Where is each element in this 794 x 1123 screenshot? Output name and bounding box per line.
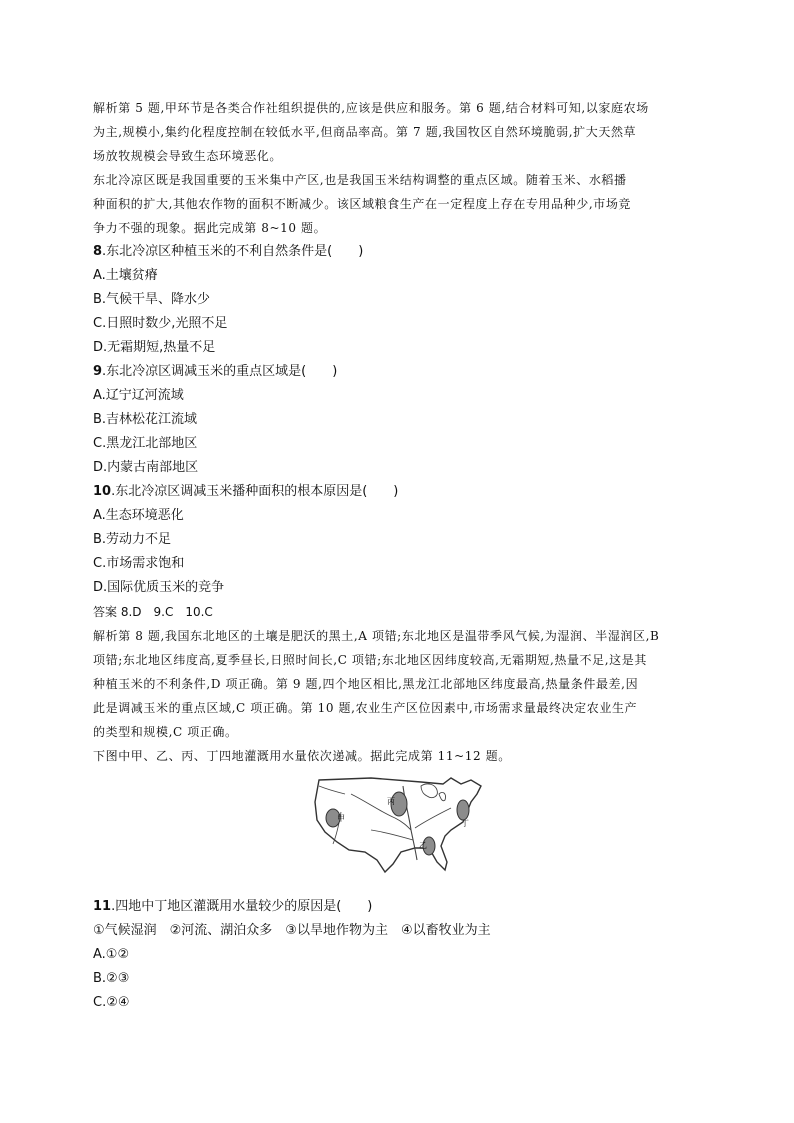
option-d: D.无霜期短,热量不足 (93, 340, 216, 355)
question-stem (93, 895, 705, 919)
option-c: C.②④ (93, 995, 130, 1010)
material-intro-8-10 (93, 168, 705, 240)
option-d: D.内蒙古南部地区 (93, 460, 199, 475)
text-line: 东北冷凉区既是我国重要的玉米集中产区,也是我国玉米结构调整的重点区域。随着玉米、水稻播 (93, 173, 627, 187)
question-number: 8 (93, 244, 103, 259)
label-jia: 甲 (337, 814, 345, 823)
map-figure (93, 772, 705, 887)
question-number: 9 (93, 364, 103, 379)
question-text: .东北冷凉区调减玉米的重点区域是( ) (102, 364, 338, 379)
question-10 (93, 480, 705, 600)
question-stem (93, 360, 705, 384)
question-number: 11 (93, 899, 112, 914)
option-a: A.①② (93, 947, 130, 962)
question-stem (93, 480, 705, 504)
option-b: B.②③ (93, 971, 130, 986)
analysis-q5-7 (93, 96, 705, 168)
option-a: A.生态环境恶化 (93, 508, 184, 523)
text-line: 解析第 8 题,我国东北地区的土壤是肥沃的黑土,A 项错;东北地区是温带季风气候,为湿润、半湿润区,B (93, 629, 660, 643)
question-11 (93, 895, 705, 1015)
choice-items: ①气候湿润 ②河流、湖泊众多 ③以旱地作物为主 ④以畜牧业为主 (93, 923, 491, 938)
option-c: C.黑龙江北部地区 (93, 436, 198, 451)
text-line: 场放牧规模会导致生态环境恶化。 (93, 149, 283, 163)
option-a: A.土壤贫瘠 (93, 268, 158, 283)
usa-map (311, 772, 487, 882)
text-line: 种植玉米的不利条件,D 项正确。第 9 题,四个地区相比,黑龙江北部地区纬度最高,热量条件最差,因 (93, 677, 639, 691)
option-b: B.气候干旱、降水少 (93, 292, 211, 307)
question-stem (93, 240, 705, 264)
text-line: 种面积的扩大,其他农作物的面积不断减少。该区域粮食生产在一定程度上存在专用品种少,市场竞 (93, 197, 632, 211)
question-text: .四地中丁地区灌溉用水量较少的原因是( ) (111, 899, 373, 914)
region-ding-marker (457, 800, 469, 820)
text-line: 此是调减玉米的重点区域,C 项正确。第 10 题,农业生产区位因素中,市场需求量最终决定农业生产 (93, 701, 638, 715)
page-content (93, 96, 705, 1015)
option-d: D.国际优质玉米的竞争 (93, 580, 225, 595)
material-intro-11-12: 下图中甲、乙、丙、丁四地灌溉用水量依次递减。据此完成第 11~12 题。 (93, 749, 511, 763)
text-line: 为主,规模小,集约化程度控制在较低水平,但商品率高。第 7 题,我国牧区自然环境脆弱,扩大天然草 (93, 125, 637, 139)
text-line: 项错;东北地区纬度高,夏季昼长,日照时间长,C 项错;东北地区因纬度较高,无霜期短,热量不足,这是其 (93, 653, 647, 667)
text-line: 解析第 5 题,甲环节是各类合作社组织提供的,应该是供应和服务。第 6 题,结合材料可知,以家庭农场 (93, 101, 649, 115)
option-a: A.辽宁辽河流域 (93, 388, 184, 403)
label-bing: 丙 (387, 797, 395, 806)
label-yi: 乙 (419, 841, 427, 850)
question-9 (93, 360, 705, 480)
text-line: 争力不强的现象。据此完成第 8~10 题。 (93, 221, 327, 235)
option-c: C.市场需求饱和 (93, 556, 185, 571)
question-number: 10 (93, 484, 112, 499)
label-ding: 丁 (461, 819, 469, 828)
question-text: .东北冷凉区调减玉米播种面积的根本原因是( ) (111, 484, 399, 499)
question-8 (93, 240, 705, 360)
question-text: .东北冷凉区种植玉米的不利自然条件是( ) (102, 244, 364, 259)
text-line: 的类型和规模,C 项正确。 (93, 725, 238, 739)
option-b: B.劳动力不足 (93, 532, 172, 547)
option-c: C.日照时数少,光照不足 (93, 316, 228, 331)
answer-line: 答案 8.D 9.C 10.C (93, 605, 213, 619)
option-b: B.吉林松花江流域 (93, 412, 198, 427)
analysis-q8-10 (93, 624, 705, 744)
